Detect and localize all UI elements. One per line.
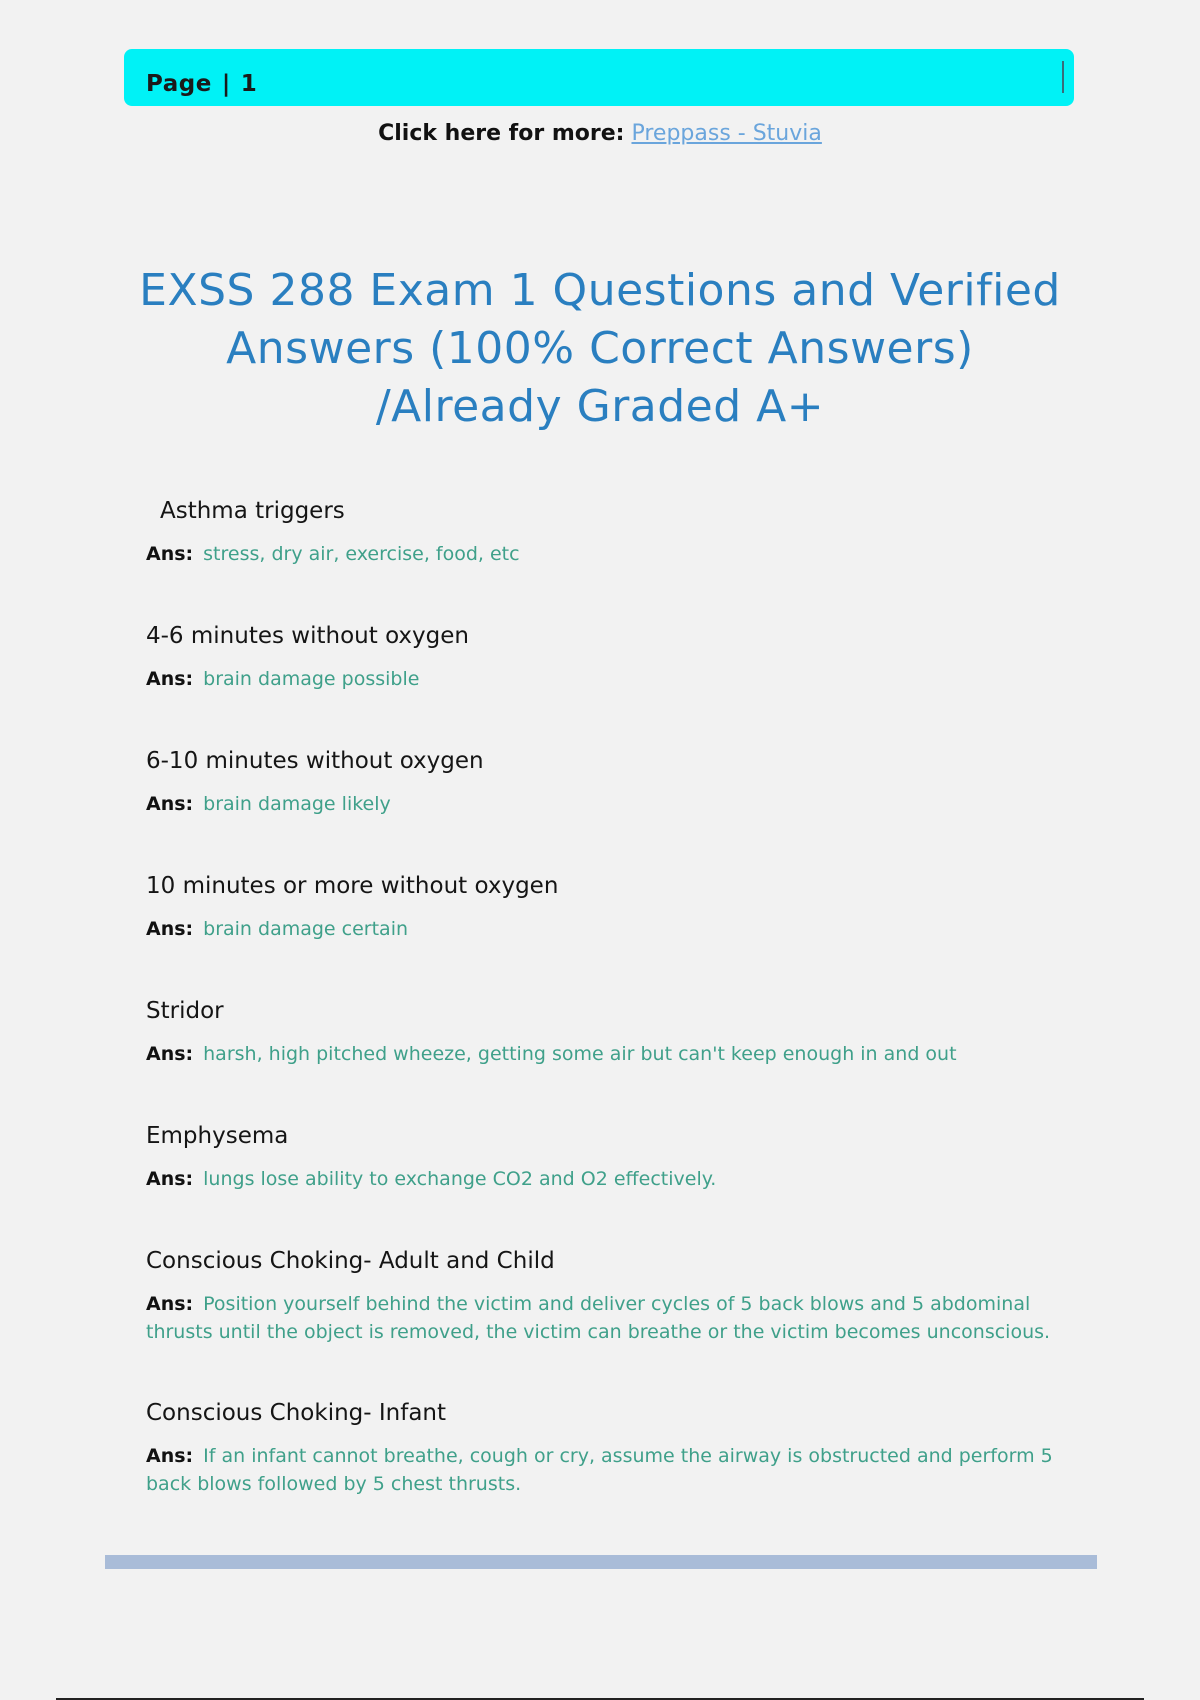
- question-text: Conscious Choking- Adult and Child: [146, 1248, 555, 1274]
- ans-label: Ans:: [146, 1043, 194, 1065]
- qa-item: [146, 996, 1066, 1068]
- more-line: [0, 121, 1200, 146]
- qa-item: [146, 1121, 1066, 1193]
- qa-item: [146, 496, 1080, 568]
- more-label: Click here for more:: [378, 121, 625, 146]
- document-title: EXSS 288 Exam 1 Questions and Verified Answers (100% Correct Answers) /Already Graded A+: [139, 265, 1061, 432]
- answer-line: [146, 1165, 1066, 1193]
- answer-text: If an infant cannot breathe, cough or cry, assume the airway is obstructed and perform 5 back blows followed by 5 chest thrusts.: [146, 1445, 1053, 1495]
- answer-line: [146, 1442, 1066, 1498]
- page-indicator: [146, 71, 257, 97]
- ans-label: Ans:: [146, 918, 194, 940]
- qa-item: [146, 621, 1066, 693]
- qa-item: [146, 1246, 1066, 1346]
- question-text: 6-10 minutes without oxygen: [146, 748, 484, 774]
- question-text: 4-6 minutes without oxygen: [146, 623, 469, 649]
- ans-label: Ans:: [146, 668, 194, 690]
- qa-item: [146, 746, 1066, 818]
- answer-text: brain damage certain: [203, 918, 409, 940]
- page-word: Page: [146, 71, 212, 97]
- footer-divider-bar: [105, 1555, 1097, 1569]
- answer-line: [146, 915, 1066, 943]
- answer-text: stress, dry air, exercise, food, etc: [203, 543, 520, 565]
- question-text: Emphysema: [146, 1123, 289, 1149]
- ans-label: Ans:: [146, 1445, 194, 1467]
- qa-item: [146, 871, 1066, 943]
- page-separator: |: [221, 71, 231, 97]
- answer-text: harsh, high pitched wheeze, getting some air but can't keep enough in and out: [203, 1043, 957, 1065]
- header-edge-tick: [1062, 61, 1064, 93]
- ans-label: Ans:: [146, 1168, 194, 1190]
- qa-item: [146, 1398, 1066, 1498]
- page-number: 1: [240, 71, 258, 97]
- question-text: Stridor: [146, 998, 224, 1024]
- question-text: Conscious Choking- Infant: [146, 1400, 447, 1426]
- question-text: Asthma triggers: [160, 498, 345, 524]
- preppass-stuvia-link[interactable]: Preppass - Stuvia: [631, 121, 822, 146]
- answer-line: [146, 665, 1066, 693]
- answer-text: brain damage possible: [203, 668, 420, 690]
- answer-text: Position yourself behind the victim and deliver cycles of 5 back blows and 5 abdominal thrusts until the object is removed, the victim can breathe or the victim becomes unconscious.: [146, 1293, 1051, 1343]
- answer-text: brain damage likely: [203, 793, 391, 815]
- answer-line: [146, 1290, 1066, 1346]
- answer-line: [146, 1040, 1066, 1068]
- answer-line: [146, 540, 1080, 568]
- ans-label: Ans:: [146, 793, 194, 815]
- page-header-bar: [124, 49, 1074, 106]
- ans-label: Ans:: [146, 1293, 194, 1315]
- question-text: 10 minutes or more without oxygen: [146, 873, 559, 899]
- answer-line: [146, 790, 1066, 818]
- ans-label: Ans:: [146, 543, 194, 565]
- answer-text: lungs lose ability to exchange CO2 and O2 effectively.: [203, 1168, 717, 1190]
